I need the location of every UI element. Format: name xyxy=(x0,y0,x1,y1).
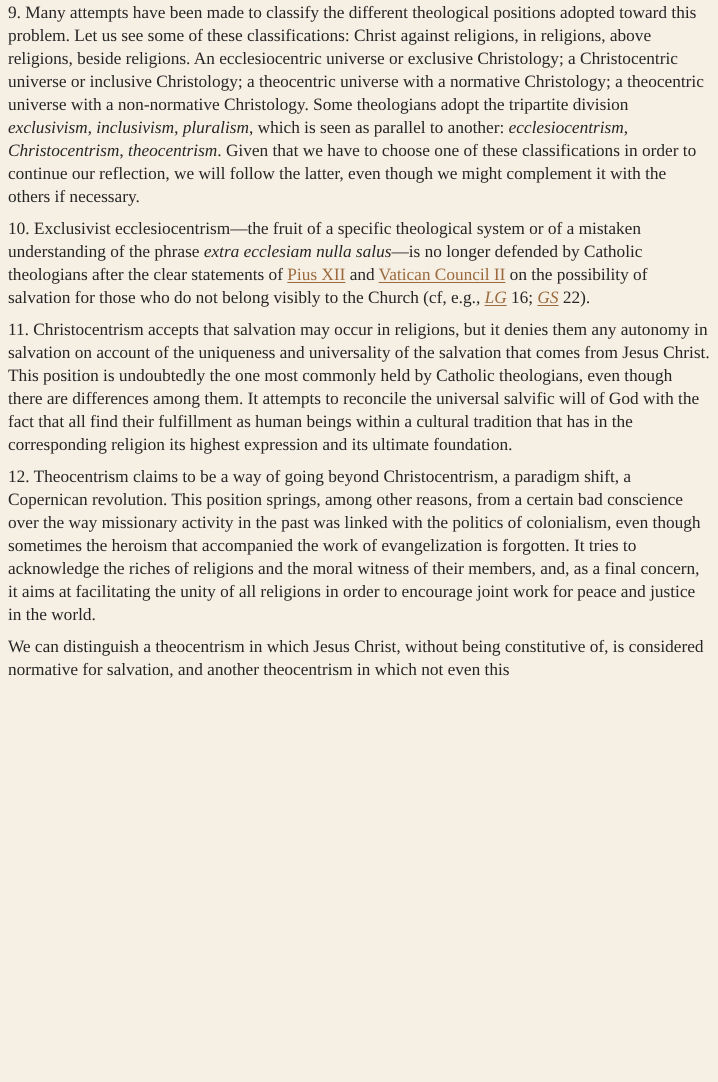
italic-term: theocentrism xyxy=(128,141,218,160)
text-span: on the possibility of salvation for those who do not belong visibly to the Church (cf, e.g., xyxy=(8,265,648,307)
vatican-council-ii-link[interactable]: Vatican Council II xyxy=(378,265,506,284)
text-span: , xyxy=(119,141,129,160)
gs-link[interactable]: GS xyxy=(537,288,559,307)
italic-term: exclusivism xyxy=(8,118,88,137)
italic-term: inclusivism xyxy=(96,118,175,137)
text-span: and xyxy=(345,265,379,284)
text-span: 10. Exclusivist ecclesiocentrism—the fruit of a specific theological system or of a mistaken understanding of the phrase xyxy=(8,219,641,261)
pius-xii-link[interactable]: Pius XII xyxy=(287,265,346,284)
text-span: , xyxy=(87,118,97,137)
text-span: , xyxy=(623,118,629,137)
paragraph-11: 11. Christocentrism accepts that salvation may occur in religions, but it denies them any autonomy in salvation on account of the uniqueness and universality of the salvation that comes from Jesus Christ. This position is undoubtedly the one most commonly held by Catholic theologians, even though there are differences among them. It attempts to reconcile the universal salvific will of God with the fact that all find their fulfillment as human beings within a cultural tradition that has in the corresponding religion its highest expression and its ultimate foundation. xyxy=(8,320,710,454)
italic-term: pluralism xyxy=(182,118,249,137)
text-span: 22). xyxy=(558,288,591,307)
paragraph-10 xyxy=(8,217,710,309)
paragraph-13: We can distinguish a theocentrism in which Jesus Christ, without being constitutive of, is considered normative for salvation, and another theocentrism in which not even this xyxy=(8,637,704,679)
italic-term: extra ecclesiam nulla salus xyxy=(203,242,392,261)
lg-link[interactable]: LG xyxy=(484,288,507,307)
italic-term: ecclesiocentrism xyxy=(508,118,624,137)
text-span: —is no longer defended by Catholic theologians after the clear statements of xyxy=(8,242,643,284)
text-span: . Given that we have to choose one of these classifications in order to continue our reflection, we will follow the latter, even though we might complement it with the others if necessary. xyxy=(8,141,697,206)
text-span: 9. Many attempts have been made to classify the different theological positions adopted toward this problem. Let us see some of these classifications: Christ against religions, in religions, above religions, beside religions. An ecclesiocentric universe or exclusive Christology; a Christocentric universe or inclusive Christology; a theocentric universe with a normative Christology; a theocentric universe with a non-normative Christology. Some theologians adopt the tripartite division xyxy=(8,3,704,114)
paragraph-9 xyxy=(8,1,710,208)
paragraph-12: 12. Theocentrism claims to be a way of going beyond Christocentrism, a paradigm shift, a Copernican revolution. This position springs, among other reasons, from a certain bad conscience over the way missionary activity in the past was linked with the politics of colonialism, even though sometimes the heroism that accompanied the work of evangelization is forgotten. It tries to acknowledge the riches of religions and the moral witness of their members, and, as a final concern, it aims at facilitating the unity of all religions in order to encourage joint work for peace and justice in the world. xyxy=(8,467,701,624)
text-span: , which is seen as parallel to another: xyxy=(248,118,509,137)
italic-term: Christocentrism xyxy=(8,141,120,160)
text-span: , xyxy=(174,118,183,137)
text-span: 16; xyxy=(506,288,538,307)
